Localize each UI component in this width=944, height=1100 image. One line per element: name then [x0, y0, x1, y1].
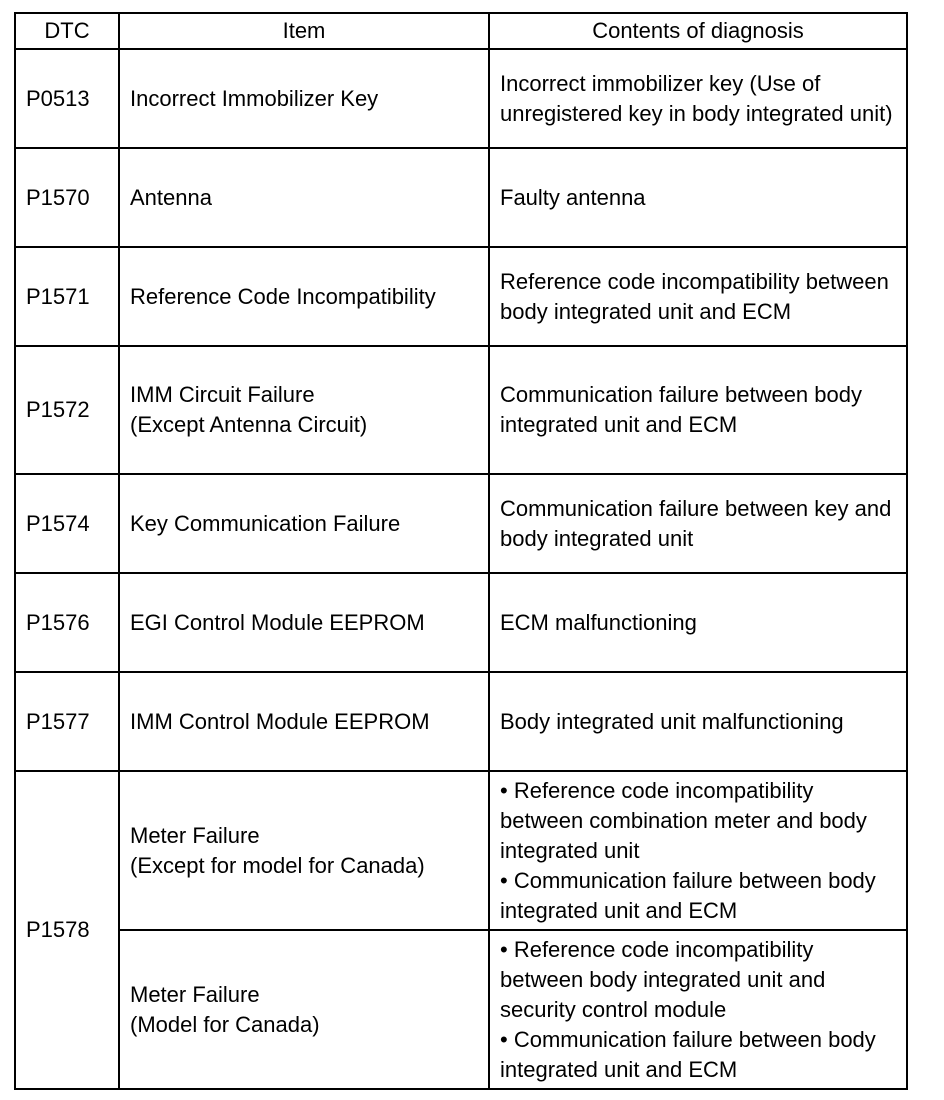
item-cell: Key Communication Failure: [119, 474, 489, 573]
item-line: Meter Failure: [130, 822, 260, 848]
contents-cell: Reference code incompatibility between body integrated unit and ECM: [489, 247, 907, 346]
table-row: [15, 247, 907, 346]
table-row: [15, 346, 907, 474]
contents-cell: Faulty antenna: [489, 148, 907, 247]
bullet-item: • Communication failure between body integrated unit and ECM: [500, 1026, 876, 1082]
item-line: (Except for model for Canada): [130, 852, 425, 878]
item-cell: Reference Code Incompatibility: [119, 247, 489, 346]
dtc-code: P1577: [15, 672, 119, 771]
item-line: (Model for Canada): [130, 1011, 320, 1037]
dtc-code: P1572: [15, 346, 119, 474]
table-row: [15, 49, 907, 148]
contents-cell: ECM malfunctioning: [489, 573, 907, 672]
item-cell: [119, 346, 489, 474]
dtc-code: P1571: [15, 247, 119, 346]
table-row: [15, 474, 907, 573]
item-line: (Except Antenna Circuit): [130, 412, 368, 437]
dtc-code: P1576: [15, 573, 119, 672]
bullet-item: • Communication failure between body integrated unit and ECM: [500, 867, 876, 923]
header-row: [15, 13, 907, 49]
contents-cell: Incorrect immobilizer key (Use of unregistered key in body integrated unit): [489, 49, 907, 148]
contents-cell: [489, 771, 907, 930]
header-contents: Contents of diagnosis: [489, 13, 907, 49]
dtc-table: [14, 12, 908, 1090]
table-row: [15, 930, 907, 1089]
header-item: Item: [119, 13, 489, 49]
table-row: [15, 672, 907, 771]
item-cell: Antenna: [119, 148, 489, 247]
contents-cell: Communication failure between body integrated unit and ECM: [489, 346, 907, 474]
item-cell: [119, 771, 489, 930]
bullet-item: • Reference code incompatibility between body integrated unit and security control module: [500, 936, 826, 1022]
dtc-code: P1570: [15, 148, 119, 247]
dtc-code: P1578: [15, 771, 119, 1089]
contents-cell: Communication failure between key and body integrated unit: [489, 474, 907, 573]
item-cell: IMM Control Module EEPROM: [119, 672, 489, 771]
item-cell: [119, 930, 489, 1089]
item-line: Meter Failure: [130, 981, 260, 1007]
contents-cell: [489, 930, 907, 1089]
table-header: [15, 13, 907, 49]
item-line: IMM Circuit Failure: [130, 382, 315, 407]
table-row: [15, 573, 907, 672]
header-dtc: DTC: [15, 13, 119, 49]
table-row: [15, 148, 907, 247]
table-row: [15, 771, 907, 930]
item-cell: EGI Control Module EEPROM: [119, 573, 489, 672]
dtc-code: P0513: [15, 49, 119, 148]
dtc-code: P1574: [15, 474, 119, 573]
table-body: [15, 49, 907, 1089]
contents-cell: Body integrated unit malfunctioning: [489, 672, 907, 771]
bullet-item: • Reference code incompatibility between combination meter and body integrated unit: [500, 777, 867, 863]
item-cell: Incorrect Immobilizer Key: [119, 49, 489, 148]
